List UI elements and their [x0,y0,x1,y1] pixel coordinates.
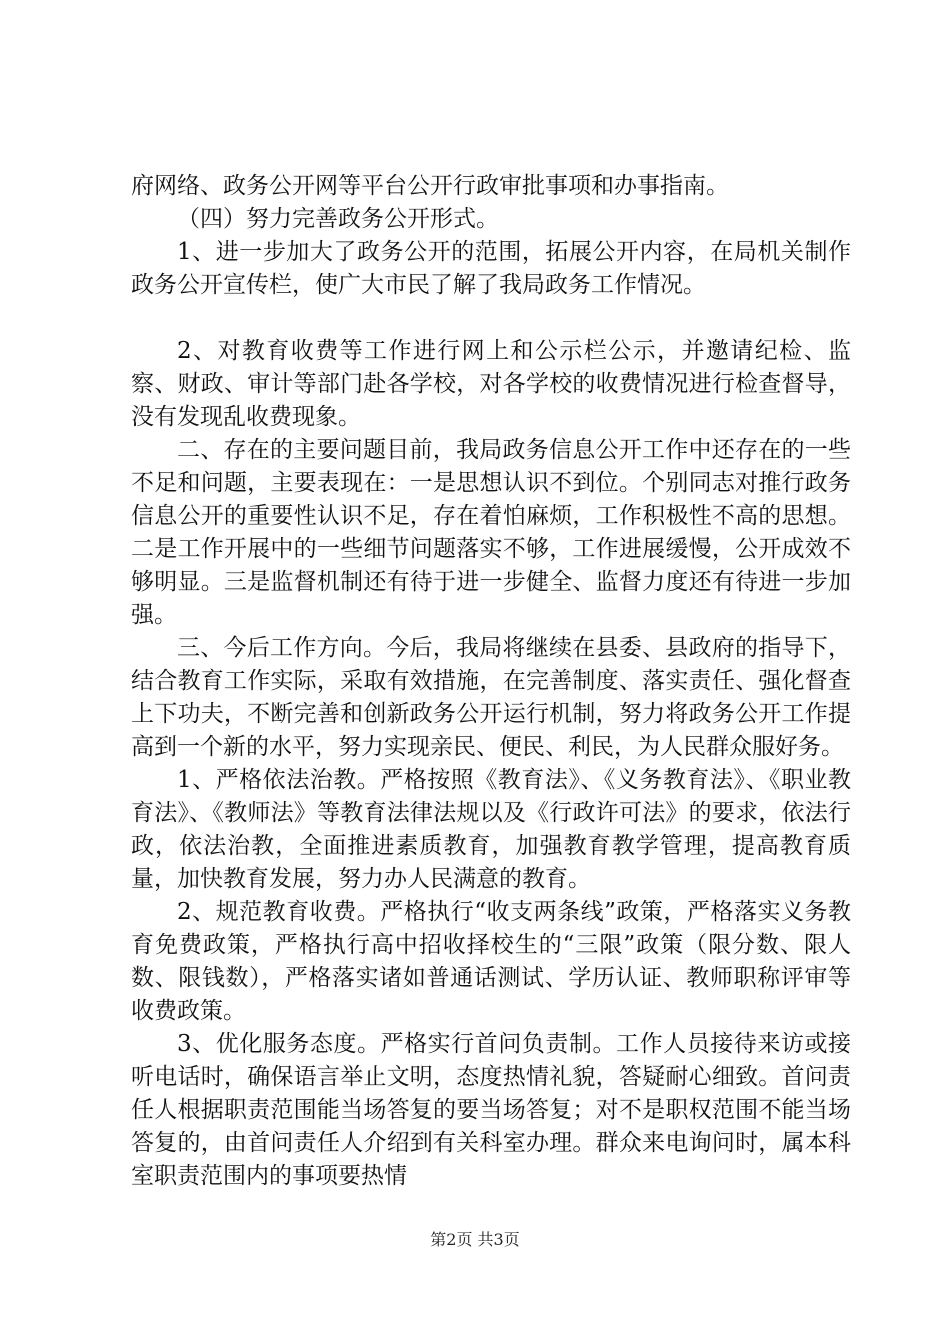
paragraph-fees: 2、规范教育收费。严格执行“收支两条线”政策，严格落实义务教育免费政策，严格执行高中招收择校生的“三限”政策（限分数、限人数、限钱数），严格落实诸如普通话测试、学历认证、教师职称评审等收费政策。 [131,899,851,1024]
paragraph-service-attitude: 3、优化服务态度。严格实行首问负责制。工作人员接待来访或接听电话时，确保语言举止文明，态度热情礼貌，答疑耐心细致。首问责任人根据职责范围能当场答复的要当场答复；对不是职权范围不能当场答复的，由首问责任人介绍到有关科室办理。群众来电询问时，属本科室职责范围内的事项要热情 [131,1031,851,1189]
paragraph-future-direction: 三、今后工作方向。今后，我局将继续在县委、县政府的指导下，结合教育工作实际，采取有效措施，在完善制度、落实责任、强化督查上下功夫，不断完善和创新政务公开运行机制，努力将政务公开工作提高到一个新的水平，努力实现亲民、便民、利民，为人民群众服好务。 [131,635,851,760]
paragraph-section-four-heading: （四）努力完善政务公开形式。 [177,206,499,232]
page-number-footer: 第2页 共3页 [430,1230,520,1249]
paragraph-item-1: 1、进一步加大了政务公开的范围，拓展公开内容，在局机关制作政务公开宣传栏，使广大市民了解了我局政务工作情况。 [131,239,851,298]
paragraph-problems: 二、存在的主要问题目前，我局政务信息公开工作中还存在的一些不足和问题，主要表现在：一是思想认识不到位。个别同志对推行政务信息公开的重要性认识不足，存在着怕麻烦，工作积极性不高的思想。二是工作开展中的一些细节问题落实不够，工作进展缓慢，公开成效不够明显。三是监督机制还有待于进一步健全、监督力度还有待进一步加强。 [131,437,851,628]
paragraph-rule-of-law: 1、严格依法治教。严格按照《教育法》、《义务教育法》、《职业教育法》、《教师法》等教育法律法规以及《行政许可法》的要求，依法行政，依法治教，全面推进素质教育，加强教育教学管理，提高教育质量，加快教育发展，努力办人民满意的教育。 [131,767,851,892]
paragraph-item-2: 2、对教育收费等工作进行网上和公示栏公示，并邀请纪检、监察、财政、审计等部门赴各学校，对各学校的收费情况进行检查督导，没有发现乱收费现象。 [131,338,851,430]
paragraph-continued: 府网络、政务公开网等平台公开行政审批事项和办事指南。 [131,173,729,199]
document-body [131,170,851,1193]
